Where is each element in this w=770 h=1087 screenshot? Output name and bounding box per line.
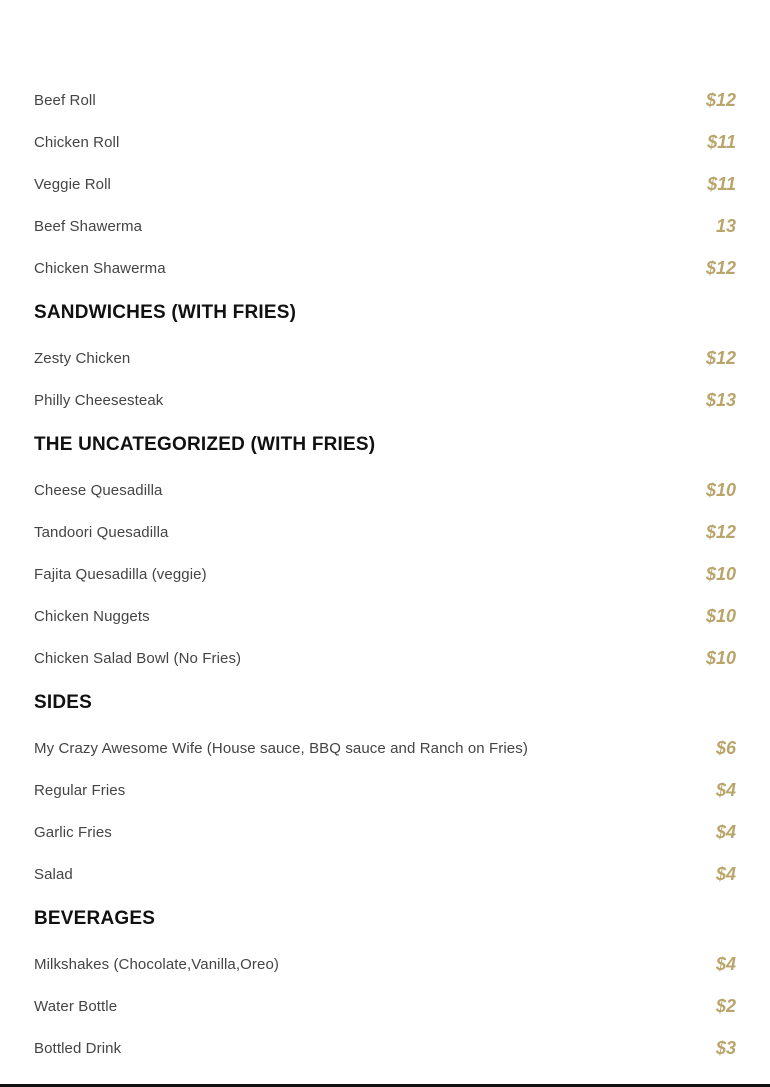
menu-item (34, 79, 736, 121)
item-price: $10 (705, 605, 736, 626)
section-heading (34, 421, 736, 469)
section-title: SANDWICHES (WITH FRIES) (34, 302, 297, 323)
item-name: Tandoori Quesadilla (34, 523, 169, 541)
item-price: $11 (707, 173, 736, 194)
section-heading (34, 895, 736, 943)
menu-item (34, 121, 736, 163)
item-name: Cheese Quesadilla (34, 481, 163, 499)
menu-item (34, 943, 736, 985)
menu-item (34, 637, 736, 679)
item-name: Regular Fries (34, 781, 126, 799)
menu-item (34, 469, 736, 511)
menu-item (34, 811, 736, 853)
item-price: $4 (715, 821, 736, 842)
item-price: $11 (707, 131, 736, 152)
section-heading (34, 679, 736, 727)
menu-item (34, 511, 736, 553)
section-title: SIDES (34, 692, 93, 713)
menu-item (34, 247, 736, 289)
menu-item (34, 205, 736, 247)
section-title: BEVERAGES (34, 908, 156, 929)
item-price: $12 (705, 521, 736, 542)
item-price: $4 (715, 953, 736, 974)
item-name: Chicken Nuggets (34, 607, 150, 625)
item-name: My Crazy Awesome Wife (House sauce, BBQ sauce and Ranch on Fries) (34, 739, 528, 757)
section-title: THE UNCATEGORIZED (WITH FRIES) (34, 434, 376, 455)
item-name: Milkshakes (Chocolate,Vanilla,Oreo) (34, 955, 279, 973)
menu-item (34, 163, 736, 205)
menu-item (34, 985, 736, 1027)
item-name: Chicken Roll (34, 133, 120, 151)
menu-item (34, 595, 736, 637)
menu-item (34, 553, 736, 595)
item-name: Beef Shawerma (34, 217, 143, 235)
item-name: Chicken Salad Bowl (No Fries) (34, 649, 242, 667)
item-price: $12 (705, 257, 736, 278)
item-price: $10 (705, 563, 736, 584)
item-price: $13 (705, 389, 736, 410)
menu-section-sides (34, 679, 736, 895)
menu-item (34, 1027, 736, 1069)
menu-item (34, 727, 736, 769)
menu-item (34, 379, 736, 421)
item-price: $2 (715, 995, 736, 1016)
item-price: $10 (705, 647, 736, 668)
item-name: Water Bottle (34, 997, 118, 1015)
item-price: $12 (705, 347, 736, 368)
menu-section-uncategorized (34, 421, 736, 679)
item-name: Bottled Drink (34, 1039, 122, 1057)
menu-list (34, 79, 736, 1069)
item-price: $4 (715, 779, 736, 800)
menu-section-beverages (34, 895, 736, 1069)
item-name: Salad (34, 865, 73, 883)
item-name: Veggie Roll (34, 175, 111, 193)
item-name: Fajita Quesadilla (veggie) (34, 565, 207, 583)
item-price: $3 (715, 1037, 736, 1058)
item-price: $4 (715, 863, 736, 884)
menu-item (34, 769, 736, 811)
item-name: Chicken Shawerma (34, 259, 166, 277)
menu-item (34, 337, 736, 379)
item-name: Garlic Fries (34, 823, 112, 841)
item-name: Zesty Chicken (34, 349, 131, 367)
item-price: $10 (705, 479, 736, 500)
item-price: $12 (705, 89, 736, 110)
menu-item (34, 853, 736, 895)
menu-section-rolls (34, 79, 736, 289)
section-heading (34, 289, 736, 337)
item-name: Philly Cheesesteak (34, 391, 164, 409)
menu-section-sandwiches (34, 289, 736, 421)
item-price: 13 (715, 215, 736, 236)
item-name: Beef Roll (34, 91, 96, 109)
item-price: $6 (715, 737, 736, 758)
